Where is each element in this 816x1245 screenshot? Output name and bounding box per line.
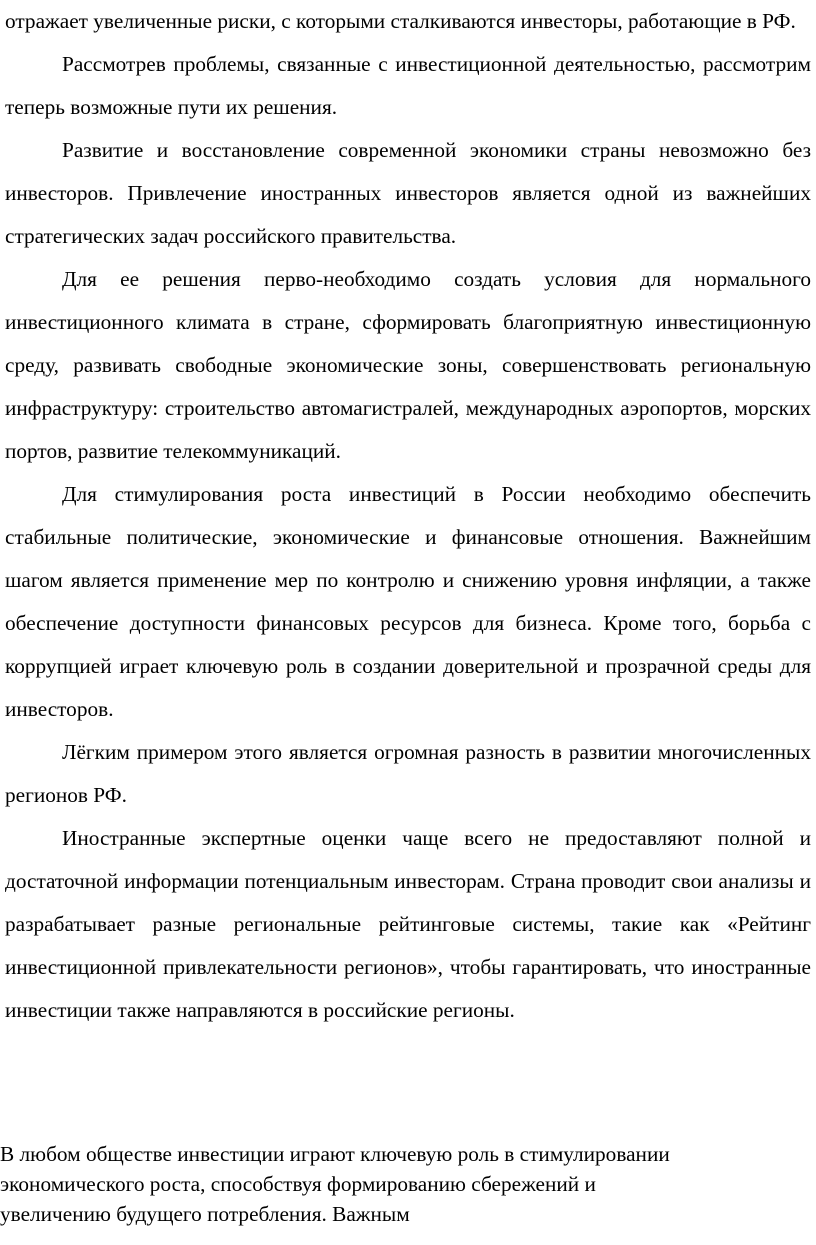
- trailing-paragraph: [0, 1139, 800, 1229]
- trailing-line-3: увеличению будущего потребления. Важным: [0, 1202, 410, 1226]
- paragraph-4: Для ее решения перво-необходимо создать условия для нормального инвестиционного климата в стране, сформировать благоприятную инвестиционную среду, развивать свободные экономические зоны, совершенствовать региональную инфраструктуру: строительство автомагистралей, международных аэропортов, морских портов, развитие телекоммуникаций.: [5, 267, 811, 463]
- paragraph-7: Иностранные экспертные оценки чаще всего не предоставляют полной и достаточной информации потенциальным инвесторам. Страна проводит свои анализы и разрабатывает разные региональные рейтинговые системы, такие как «Рейтинг инвестиционной привлекательности регионов», чтобы гарантировать, что иностранные инвестиции также направляются в российские регионы.: [5, 826, 811, 1022]
- document-body: [5, 0, 811, 1032]
- paragraph-5: Для стимулирования роста инвестиций в России необходимо обеспечить стабильные политические, экономические и финансовые отношения. Важнейшим шагом является применение мер по контролю и снижению уровня инфляции, а также обеспечение доступности финансовых ресурсов для бизнеса. Кроме того, борьба с коррупцией играет ключевую роль в создании доверительной и прозрачной среды для инвесторов.: [5, 482, 811, 721]
- paragraph-2: Рассмотрев проблемы, связанные с инвестиционной деятельностью, рассмотрим теперь возможные пути их решения.: [5, 52, 811, 119]
- paragraph-3: Развитие и восстановление современной экономики страны невозможно без инвесторов. Привлечение иностранных инвесторов является одной из важнейших стратегических задач российского правительства.: [5, 138, 811, 248]
- trailing-line-1: В любом обществе инвестиции играют ключевую роль в стимулировании: [0, 1142, 670, 1166]
- paragraph-1: отражает увеличенные риски, с которыми сталкиваются инвесторы, работающие в РФ.: [5, 9, 796, 33]
- paragraph-6: Лёгким примером этого является огромная разность в развитии многочисленных регионов РФ.: [5, 740, 811, 807]
- trailing-line-2: экономического роста, способствуя формированию сбережений и: [0, 1172, 596, 1196]
